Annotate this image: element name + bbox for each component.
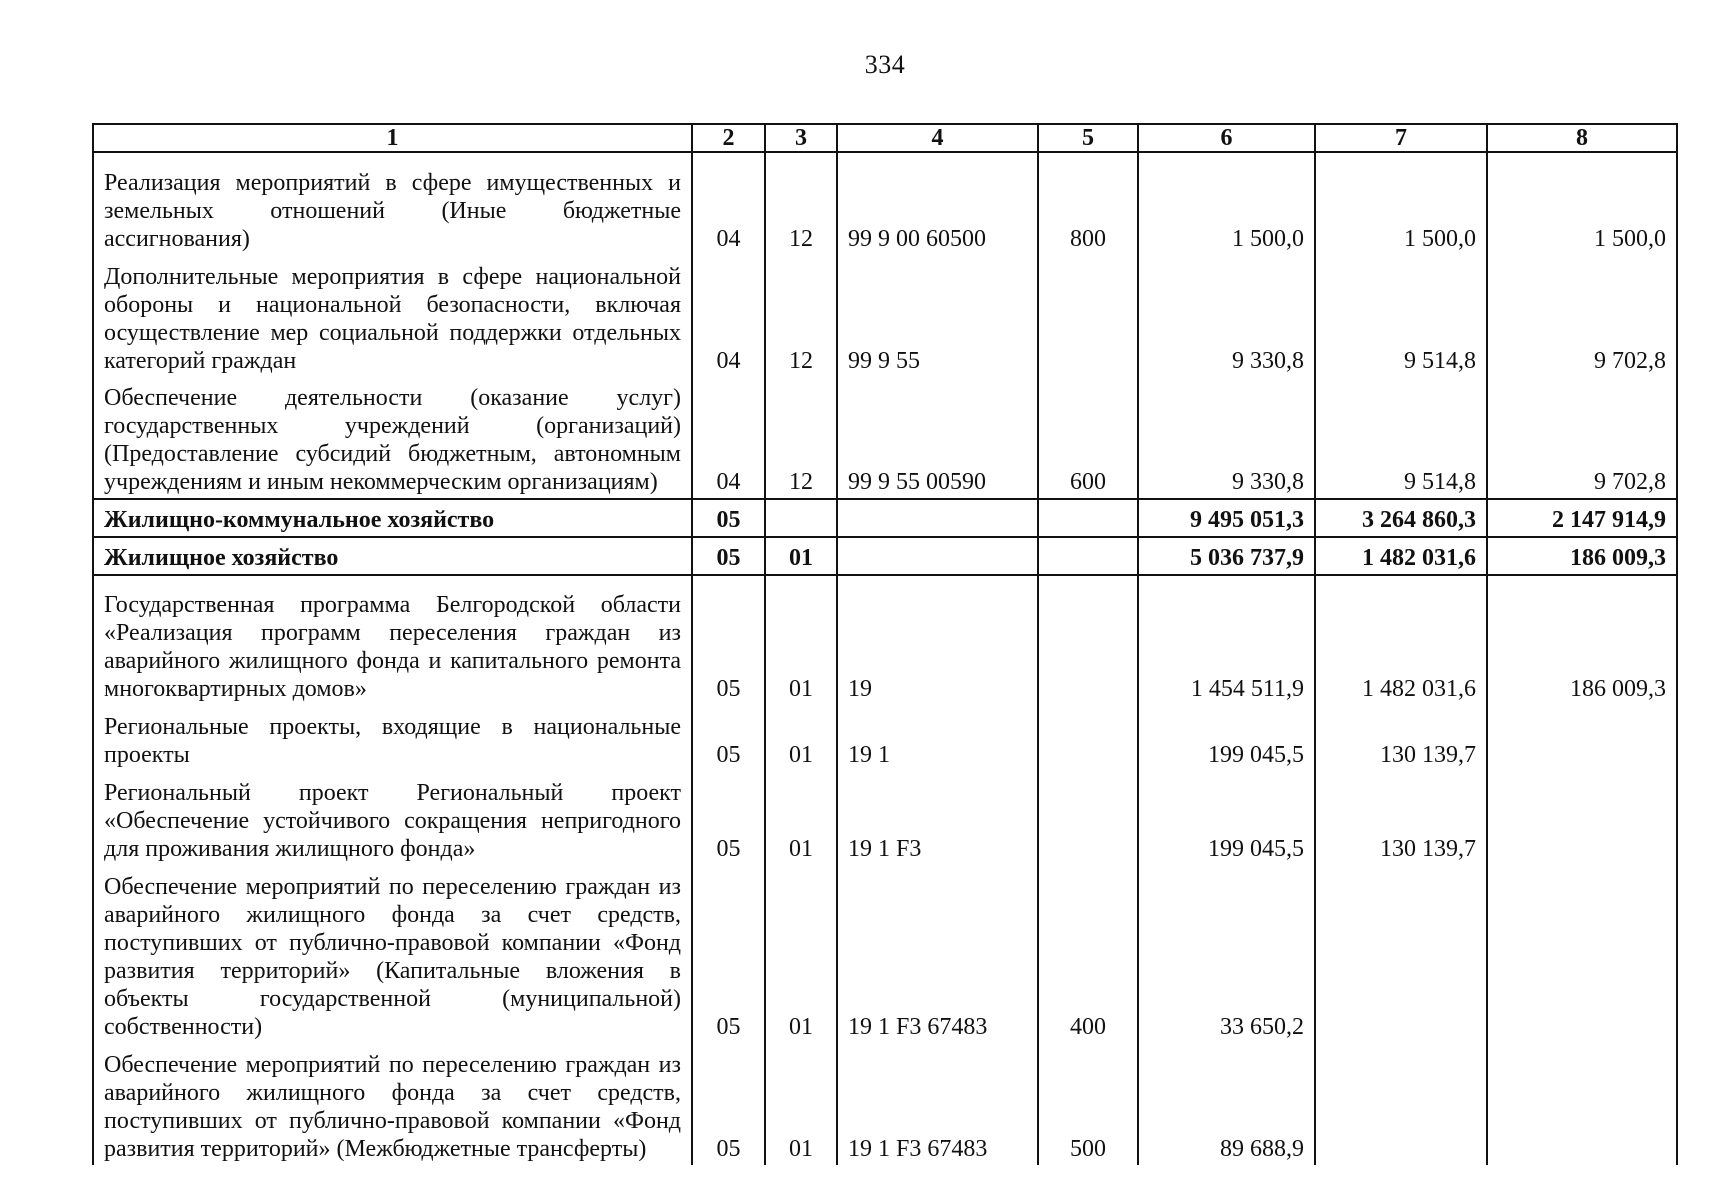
row-col7: 3 264 860,3 — [1315, 499, 1487, 537]
row-col3: 01 — [765, 1043, 837, 1165]
row-col2: 05 — [692, 1043, 765, 1165]
row-col6: 1 454 511,9 — [1138, 575, 1315, 705]
row-name: Обеспечение мероприятий по переселению граждан из аварийного жилищного фонда за счет средств, поступивших от публично-правовой компании «Фонд развития территорий» (Межбюджетные трансферты) — [93, 1043, 692, 1165]
row-col2: 04 — [692, 255, 765, 377]
table-row — [93, 575, 1677, 705]
table-row — [93, 377, 1677, 499]
section-name: Жилищно-коммунальное хозяйство — [93, 499, 692, 537]
row-col2: 05 — [692, 499, 765, 537]
row-col2: 04 — [692, 377, 765, 499]
column-header-3: 3 — [765, 124, 837, 152]
row-col2: 05 — [692, 865, 765, 1043]
row-col2: 05 — [692, 705, 765, 771]
column-header-6: 6 — [1138, 124, 1315, 152]
row-col5 — [1038, 537, 1138, 575]
row-col6: 1 500,0 — [1138, 152, 1315, 255]
row-col8 — [1487, 865, 1677, 1043]
row-col7: 1 482 031,6 — [1315, 537, 1487, 575]
budget-table — [92, 123, 1678, 1165]
column-header-4: 4 — [837, 124, 1038, 152]
table-row — [93, 1043, 1677, 1165]
row-name: Обеспечение мероприятий по переселению граждан из аварийного жилищного фонда за счет средств, поступивших от публично-правовой компании «Фонд развития территорий» (Капитальные вложения в объекты государственной (муниципальной) собственности) — [93, 865, 692, 1043]
row-col6: 9 330,8 — [1138, 255, 1315, 377]
row-name: Реализация мероприятий в сфере имущественных и земельных отношений (Иные бюджетные ассигнования) — [93, 152, 692, 255]
row-col8 — [1487, 705, 1677, 771]
section-name: Жилищное хозяйство — [93, 537, 692, 575]
table-row — [93, 152, 1677, 255]
table-row — [93, 865, 1677, 1043]
column-header-1: 1 — [93, 124, 692, 152]
row-col3: 01 — [765, 575, 837, 705]
row-col2: 05 — [692, 537, 765, 575]
table-row — [93, 255, 1677, 377]
table-header-row — [93, 124, 1677, 152]
row-col6: 199 045,5 — [1138, 771, 1315, 865]
row-col7 — [1315, 865, 1487, 1043]
row-col3 — [765, 499, 837, 537]
row-col3: 12 — [765, 255, 837, 377]
row-col4: 99 9 55 00590 — [837, 377, 1038, 499]
row-col8 — [1487, 1043, 1677, 1165]
row-col3: 01 — [765, 865, 837, 1043]
row-col5: 600 — [1038, 377, 1138, 499]
row-col8: 9 702,8 — [1487, 255, 1677, 377]
row-col4: 19 1 F3 — [837, 771, 1038, 865]
row-col2: 05 — [692, 575, 765, 705]
row-col3: 01 — [765, 771, 837, 865]
row-col5 — [1038, 499, 1138, 537]
row-col5: 800 — [1038, 152, 1138, 255]
column-header-2: 2 — [692, 124, 765, 152]
row-col6: 199 045,5 — [1138, 705, 1315, 771]
row-name: Обеспечение деятельности (оказание услуг) государственных учреждений (организаций) (Предоставление субсидий бюджетным, автономным учреждениям и иным некоммерческим организациям) — [93, 377, 692, 499]
row-col4: 19 1 F3 67483 — [837, 865, 1038, 1043]
row-col4 — [837, 499, 1038, 537]
row-col5: 400 — [1038, 865, 1138, 1043]
row-col8: 2 147 914,9 — [1487, 499, 1677, 537]
row-col7 — [1315, 1043, 1487, 1165]
row-col3: 01 — [765, 537, 837, 575]
row-col7: 130 139,7 — [1315, 705, 1487, 771]
row-col4: 99 9 55 — [837, 255, 1038, 377]
section-row — [93, 537, 1677, 575]
row-col2: 05 — [692, 771, 765, 865]
row-col8: 186 009,3 — [1487, 537, 1677, 575]
row-col8 — [1487, 771, 1677, 865]
table-row — [93, 771, 1677, 865]
row-col6: 33 650,2 — [1138, 865, 1315, 1043]
row-col4: 19 1 F3 67483 — [837, 1043, 1038, 1165]
column-header-5: 5 — [1038, 124, 1138, 152]
row-col4: 19 1 — [837, 705, 1038, 771]
column-header-7: 7 — [1315, 124, 1487, 152]
row-col3: 12 — [765, 377, 837, 499]
row-col6: 9 495 051,3 — [1138, 499, 1315, 537]
row-col5 — [1038, 575, 1138, 705]
row-col4: 99 9 00 60500 — [837, 152, 1038, 255]
row-col6: 89 688,9 — [1138, 1043, 1315, 1165]
row-col4: 19 — [837, 575, 1038, 705]
column-header-8: 8 — [1487, 124, 1677, 152]
row-name: Региональные проекты, входящие в национальные проекты — [93, 705, 692, 771]
row-col7: 9 514,8 — [1315, 255, 1487, 377]
row-col7: 1 482 031,6 — [1315, 575, 1487, 705]
row-col5: 500 — [1038, 1043, 1138, 1165]
row-col8: 9 702,8 — [1487, 377, 1677, 499]
row-col5 — [1038, 705, 1138, 771]
table-row — [93, 705, 1677, 771]
row-name: Региональный проект Региональный проект «Обеспечение устойчивого сокращения непригодного для проживания жилищного фонда» — [93, 771, 692, 865]
row-col3: 12 — [765, 152, 837, 255]
page-number: 334 — [864, 50, 906, 79]
row-col5 — [1038, 255, 1138, 377]
row-name: Государственная программа Белгородской области «Реализация программ переселения граждан из аварийного жилищного фонда и капитального ремонта многоквартирных домов» — [93, 575, 692, 705]
row-col2: 04 — [692, 152, 765, 255]
row-name: Дополнительные мероприятия в сфере национальной обороны и национальной безопасности, включая осуществление мер социальной поддержки отдельных категорий граждан — [93, 255, 692, 377]
row-col3: 01 — [765, 705, 837, 771]
row-col6: 5 036 737,9 — [1138, 537, 1315, 575]
row-col8: 186 009,3 — [1487, 575, 1677, 705]
row-col4 — [837, 537, 1038, 575]
row-col7: 1 500,0 — [1315, 152, 1487, 255]
row-col7: 9 514,8 — [1315, 377, 1487, 499]
row-col7: 130 139,7 — [1315, 771, 1487, 865]
row-col8: 1 500,0 — [1487, 152, 1677, 255]
row-col6: 9 330,8 — [1138, 377, 1315, 499]
row-col5 — [1038, 771, 1138, 865]
section-row — [93, 499, 1677, 537]
